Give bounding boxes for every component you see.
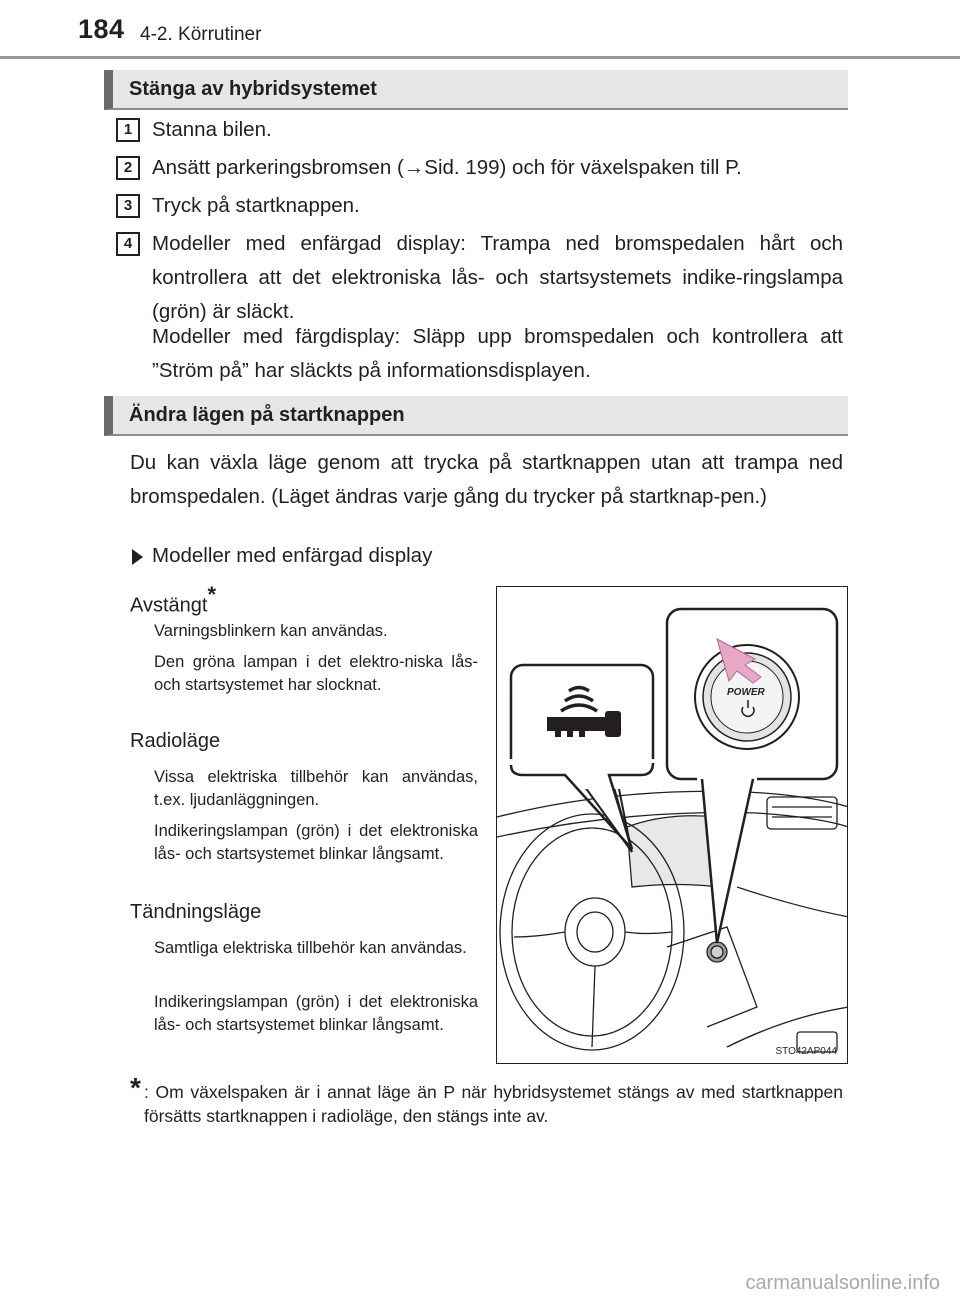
mode-radio-line-1: Vissa elektriska tillbehör kan användas, t.ex. ljudanläggningen. <box>154 768 478 809</box>
power-button-label: POWER <box>727 687 765 698</box>
section-header-modes <box>104 396 848 436</box>
chapter-title: 4-2. Körrutiner <box>140 24 262 45</box>
footnote-text: : Om växelspaken är i annat läge än P när hybridsystemet stängs av med startknappen försätts startknappen i radioläge, den stängs inte av. <box>144 1082 843 1126</box>
mode-radio-heading: Radioläge <box>130 730 221 752</box>
mode-radio-line-2: Indikeringslampan (grön) i det elektroniska lås- och startsystemet blinkar långsamt. <box>154 822 478 863</box>
section-header-shutdown <box>104 70 848 110</box>
header-divider <box>0 56 960 59</box>
mode-off-line-2: Den gröna lampan i det elektro-niska lås- och startsystemet har slocknat. <box>154 653 478 694</box>
figure-code: STO42AP044 <box>775 1046 837 1057</box>
triangle-bullet-icon <box>132 549 143 565</box>
mode-ignition-line-2: Indikeringslampan (grön) i det elektroniska lås- och startsystemet blinkar långsamt. <box>154 993 478 1034</box>
mode-off-line-1: Varningsblinkern kan användas. <box>154 622 388 640</box>
step-4-extra-text: Modeller med färgdisplay: Släpp upp bromspedalen och kontrollera att ”Ström på” har släckts på informationsdisplayen. <box>152 325 843 382</box>
step-number-3: 3 <box>116 194 140 218</box>
mode-ignition-line-1: Samtliga elektriska tillbehör kan användas. <box>154 939 467 957</box>
step-4-text: Modeller med enfärgad display: Trampa ned bromspedalen hårt och kontrollera att det elektroniska lås- och startsystemets indike-ringslampa (grön) är släckt. <box>152 232 843 323</box>
section-intro: Du kan växla läge genom att trycka på startknappen utan att trampa ned bromspedalen. (Läget ändras varje gång du trycker på startknap-pen.) <box>130 451 843 508</box>
mode-off-heading <box>130 584 216 618</box>
subsection-label: Modeller med enfärgad display <box>152 544 433 567</box>
asterisk-mark: * <box>207 582 217 607</box>
dashboard-illustration <box>496 586 848 1064</box>
step-2-text: Ansätt parkeringsbromsen (→Sid. 199) och för växelspaken till P. <box>152 156 742 179</box>
section-title: Stänga av hybridsystemet <box>129 78 377 100</box>
page-number: 184 <box>78 14 125 44</box>
mode-ignition-heading: Tändningsläge <box>130 901 262 923</box>
dashboard-drawing <box>497 587 848 1064</box>
step-number-2: 2 <box>116 156 140 180</box>
mode-name: Avstängt <box>130 594 208 617</box>
step-3-text: Tryck på startknappen. <box>152 194 360 217</box>
watermark-text: carmanualsonline.info <box>745 1272 940 1294</box>
step-number-1: 1 <box>116 118 140 142</box>
subsection-heading <box>130 541 510 571</box>
footnote-mark: * <box>130 1072 141 1103</box>
step-1-text: Stanna bilen. <box>152 118 272 141</box>
step-number-4: 4 <box>116 232 140 256</box>
section-title: Ändra lägen på startknappen <box>129 404 405 426</box>
